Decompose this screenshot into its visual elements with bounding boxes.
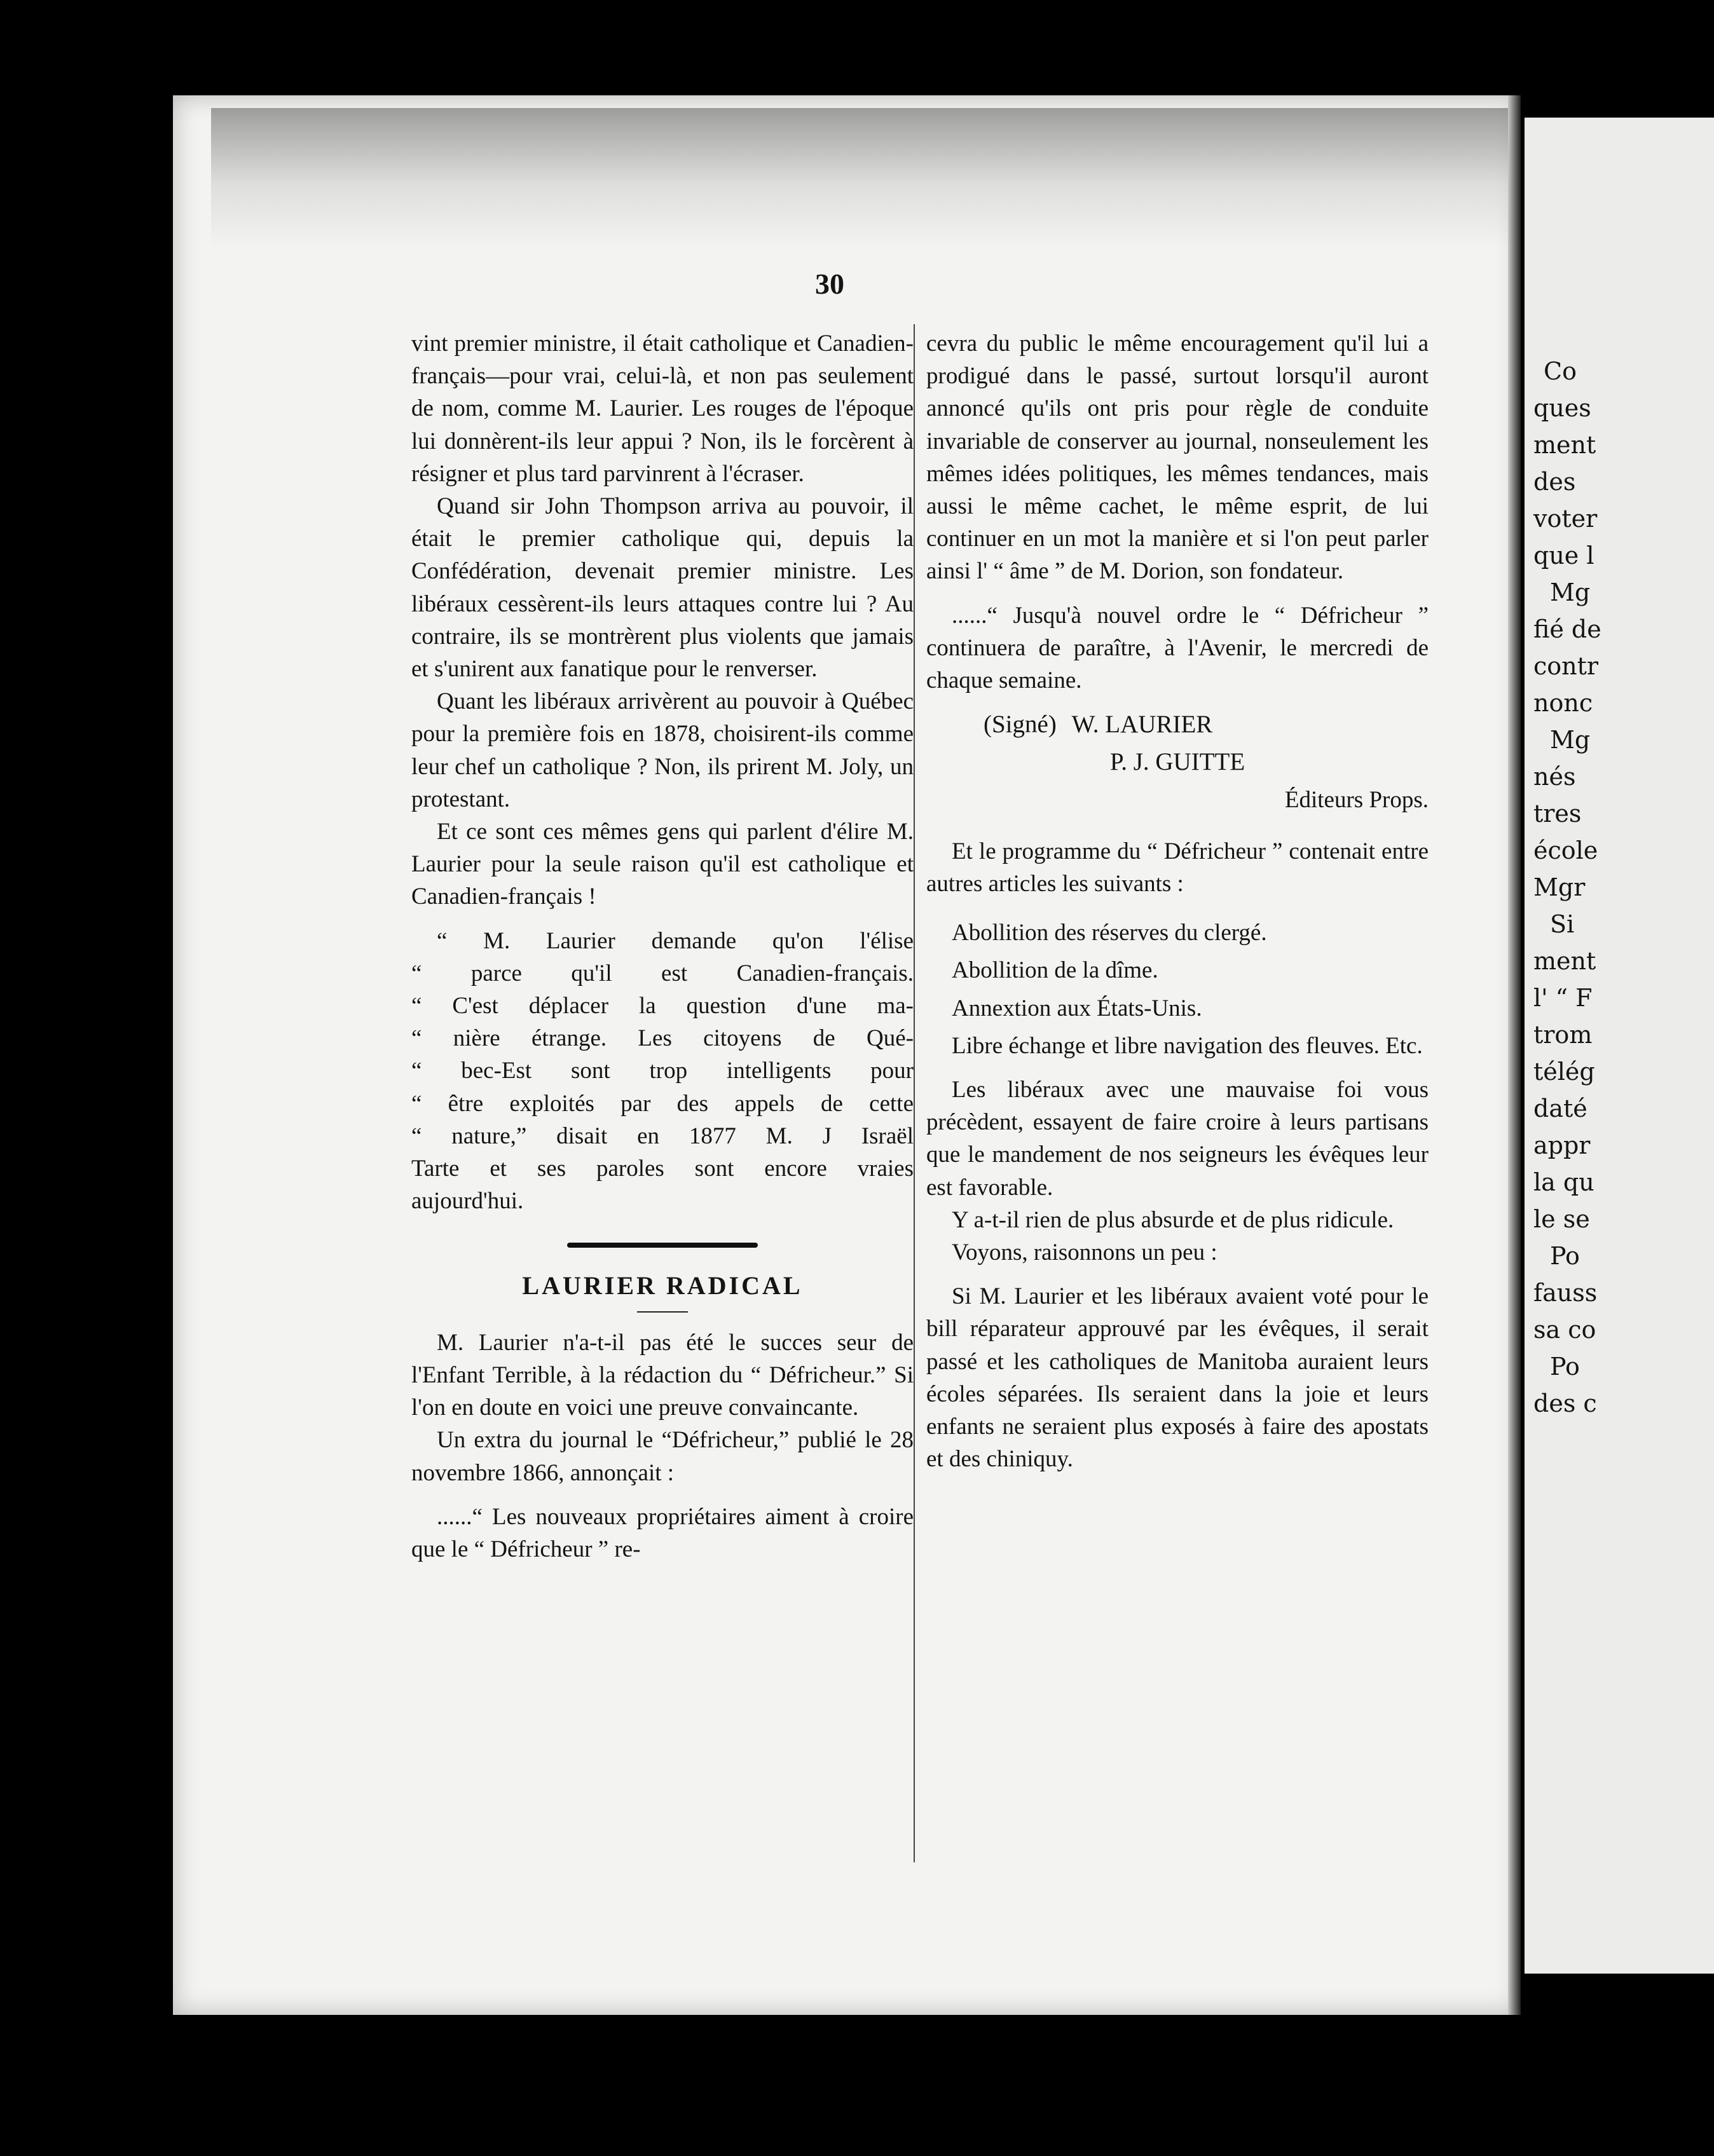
paragraph: Et le programme du “ Défricheur ” contenait entre autres articles les suivants : xyxy=(926,838,1429,897)
paragraph: ......“ Jusqu'à nouvel ordre le “ Défricheur ” continuera de paraître, à l'Avenir, le mercredi de chaque semaine. xyxy=(926,602,1429,694)
signatory-role: Éditeurs Props. xyxy=(1284,786,1429,813)
next-page-fragment: Mg xyxy=(1550,578,1591,606)
quote-line: Tarte et ses paroles sont encore vraies xyxy=(411,1156,914,1182)
next-page-fragment: que l xyxy=(1533,542,1594,570)
program-item: Abollition des réserves du clergé. xyxy=(952,920,1267,946)
quote-line: “ être exploités par des appels de cette xyxy=(411,1090,914,1117)
paragraph: Un extra du journal le “Défricheur,” publié le 28 novembre 1866, annonçait : xyxy=(411,1427,914,1486)
column-divider xyxy=(914,324,915,1862)
next-page-fragment: voter xyxy=(1533,505,1598,533)
next-page-fragment: ment xyxy=(1533,431,1596,459)
next-page-fragment: nés xyxy=(1533,763,1576,791)
paragraph: Quand sir John Thompson arriva au pouvoir, il était le premier catholique qui, depuis la Confédération, devenait premier ministre. Les libéraux cessèrent-ils leurs attaques contre lui ? Au contraire, ils se montrèrent plus violents que jamais et s'unirent aux fanatique pour le renverser. xyxy=(411,493,914,683)
paragraph: ......“ Les nouveaux propriétaires aiment à croire que le “ Défricheur ” re- xyxy=(411,1503,914,1562)
program-item: Abollition de la dîme. xyxy=(952,957,1158,984)
quote-line: “ C'est déplacer la question d'une ma- xyxy=(411,993,914,1020)
next-page-fragment: l' “ F xyxy=(1533,984,1593,1012)
paragraph: cevra du public le même encouragement qu'il lui a prodigué dans le passé, surtout lorsqu'il auront annoncé qu'ils ont pris pour règle de conduite invariable de conserver au journal, nonseulement les mêmes idées politiques, les mêmes tendances, mais aussi le même cachet, le même esprit, de lui continuer en un mot la manière et si l'on peut parler ainsi l' “ âme ” de M. Dorion, son fondateur. xyxy=(926,331,1429,585)
next-page-fragment: Mg xyxy=(1550,726,1591,754)
paragraph: Les libéraux avec une mauvaise foi vous précèdent, essayent de faire croire à leurs partisans que le mandement de nos seigneurs les évêques leur est favorable. xyxy=(926,1077,1429,1201)
next-page-fragment: nonc xyxy=(1533,689,1593,717)
page-number: 30 xyxy=(815,268,844,300)
next-page-fragment: la qu xyxy=(1533,1168,1594,1196)
quote-line: “ M. Laurier demande qu'on l'élise xyxy=(437,927,914,954)
next-page-fragment: le se xyxy=(1533,1205,1590,1233)
next-page-fragment: des c xyxy=(1533,1389,1597,1417)
paragraph: Et ce sont ces mêmes gens qui parlent d'élire M. Laurier pour la seule raison qu'il est catholique et Canadien-français ! xyxy=(411,819,914,910)
paragraph: Y a-t-il rien de plus absurde et de plus ridicule. xyxy=(952,1206,1394,1233)
signature-line xyxy=(984,708,1429,740)
next-page-fragment: fié de xyxy=(1533,615,1601,643)
next-page-fragment: trom xyxy=(1533,1021,1593,1049)
next-page-fragment: sa co xyxy=(1533,1316,1596,1344)
program-item: Annextion aux États-Unis. xyxy=(952,995,1202,1021)
tarte-quote xyxy=(411,925,914,1218)
signatory-guitte: P. J. GUITTE xyxy=(1109,748,1245,776)
section-title: LAURIER RADICAL xyxy=(522,1271,803,1300)
next-page-fragment: daté xyxy=(1533,1095,1587,1122)
next-page-fragment: ment xyxy=(1533,947,1596,975)
paragraph: Si M. Laurier et les libéraux avaient voté pour le bill réparateur approuvé par les évêques, il serait passé et les catholiques de Manitoba auraient leurs écoles séparées. Ils seraient dans la joie et leurs enfants ne seraient plus exposés à faire des apostats et des chiniquy. xyxy=(926,1283,1429,1473)
quote-line: “ nature,” disait en 1877 M. J Israël xyxy=(411,1122,914,1149)
program-item: Libre échange et libre navigation des fleuves. Etc. xyxy=(952,1032,1423,1059)
next-page-edge xyxy=(1525,118,1714,1974)
paragraph: Quant les libéraux arrivèrent au pouvoir à Québec pour la première fois en 1878, choisirent-ils comme leur chef un catholique ? Non, ils prirent M. Joly, un protestant. xyxy=(411,688,914,812)
next-page-fragment: fauss xyxy=(1533,1279,1598,1307)
quote-line: “ nière étrange. Les citoyens de Qué- xyxy=(411,1025,914,1052)
right-column xyxy=(926,327,1429,1476)
next-page-fragment: Co xyxy=(1544,357,1577,385)
scan-smudge xyxy=(211,108,1514,248)
quote-line: aujourd'hui. xyxy=(411,1188,524,1215)
next-page-fragment: Si xyxy=(1550,910,1575,938)
document-page xyxy=(173,95,1521,2015)
signatory-laurier: W. LAURIER xyxy=(1071,711,1213,739)
next-page-fragment: appr xyxy=(1533,1131,1591,1159)
page-fold xyxy=(1508,95,1521,2015)
next-page-fragment: Mgr xyxy=(1533,873,1586,901)
title-underline xyxy=(637,1311,688,1313)
signature-label: (Signé) xyxy=(984,711,1057,739)
next-page-fragment: Po xyxy=(1550,1353,1580,1381)
paragraph: Voyons, raisonnons un peu : xyxy=(952,1239,1217,1266)
paragraph: M. Laurier n'a-t-il pas été le succes seur de l'Enfant Terrible, à la rédaction du “ Défricheur.” Si l'on en doute en voici une preuve convaincante. xyxy=(411,1329,914,1421)
next-page-fragment: télég xyxy=(1533,1058,1595,1086)
next-page-fragment: tres xyxy=(1533,800,1582,828)
quote-line: “ bec-Est sont trop intelligents pour xyxy=(411,1058,914,1084)
next-page-fragment: contr xyxy=(1533,652,1599,680)
next-page-fragment: Po xyxy=(1550,1242,1580,1270)
paragraph: vint premier ministre, il était catholique et Canadien-français—pour vrai, celui-là, et non pas seulement de nom, comme M. Laurier. Les rouges de l'époque lui donnèrent-ils leur appui ? Non, ils le forcèrent à résigner et plus tard parvinrent à l'écraser. xyxy=(411,331,914,487)
next-page-fragment: ques xyxy=(1533,394,1591,422)
section-separator xyxy=(567,1243,758,1248)
left-column xyxy=(411,327,914,1566)
quote-line: “ parce qu'il est Canadien-français. xyxy=(411,960,914,986)
next-page-fragment: des xyxy=(1533,468,1576,496)
next-page-fragment: école xyxy=(1533,836,1598,864)
